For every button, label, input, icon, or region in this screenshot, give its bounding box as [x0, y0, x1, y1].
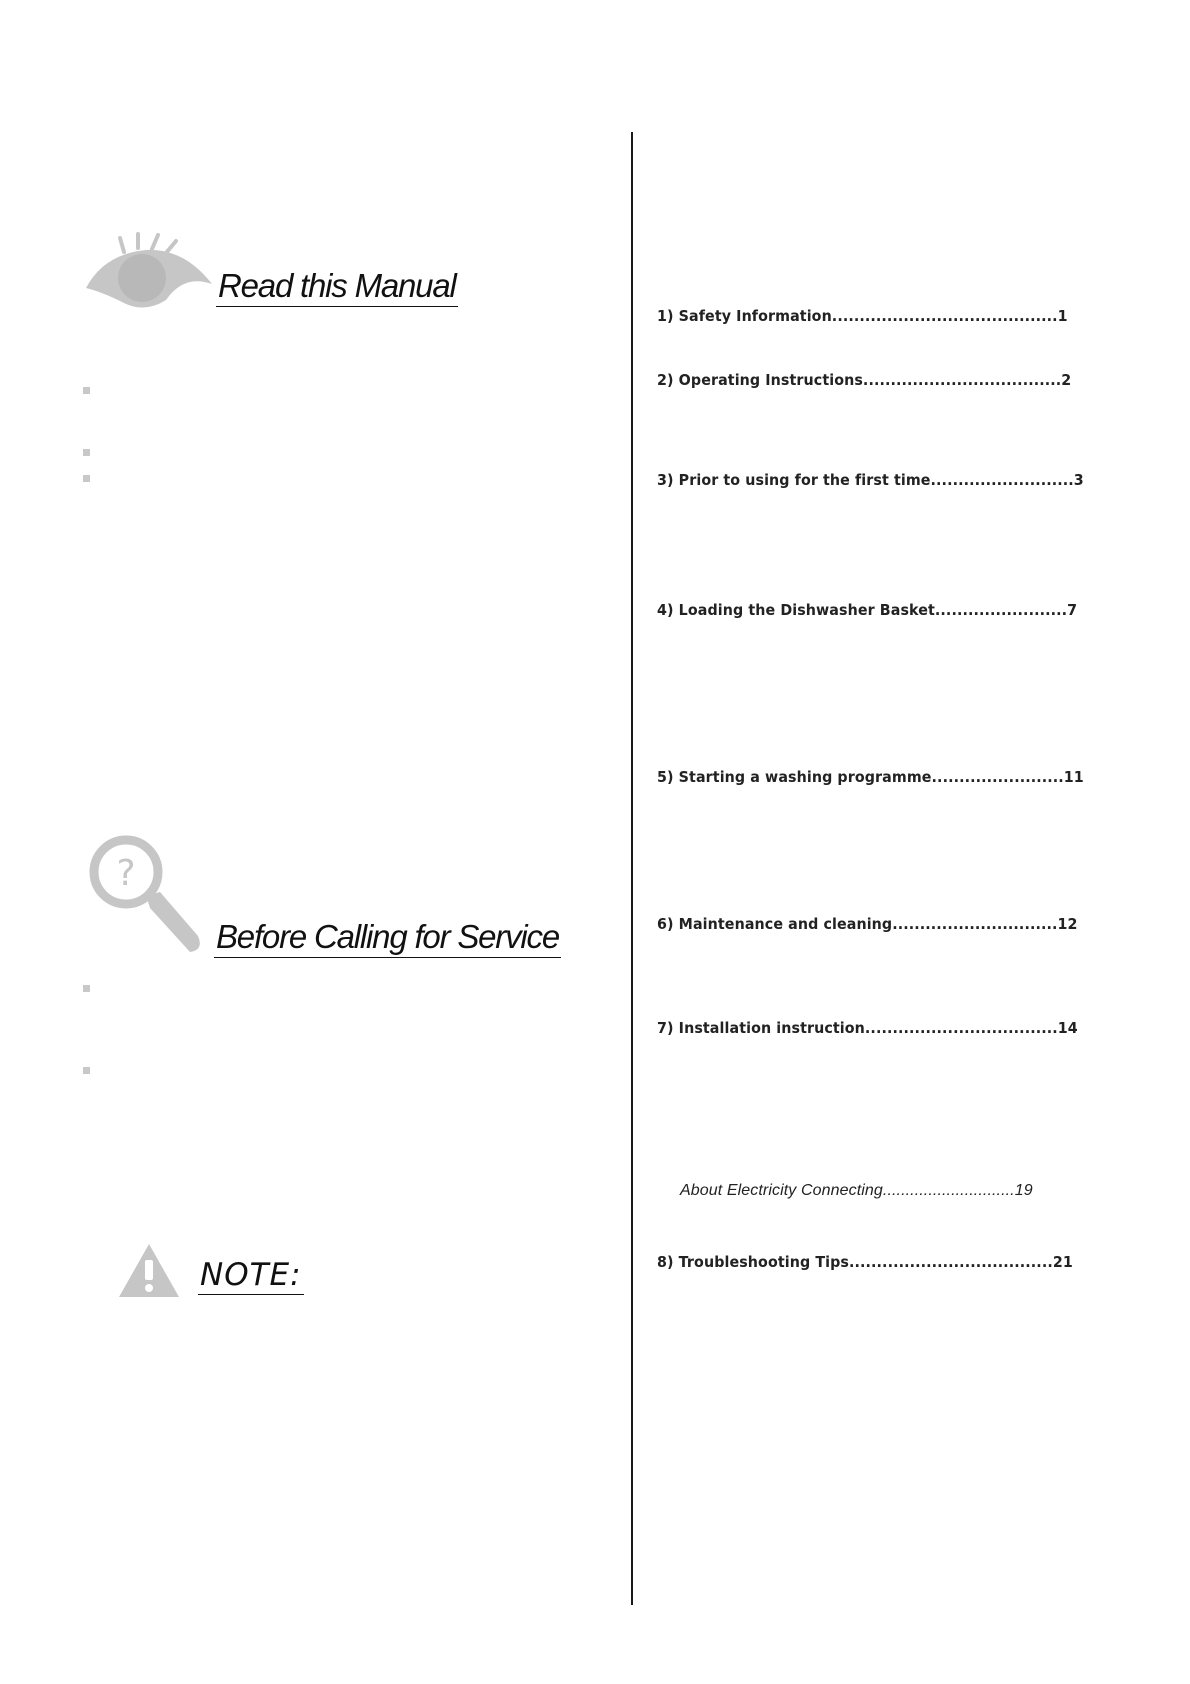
bullet-marker: [83, 475, 90, 482]
bullet-marker: [83, 449, 90, 456]
eye-icon: [84, 232, 214, 312]
warning-triangle-icon: [118, 1242, 180, 1298]
column-divider: [631, 132, 633, 1605]
magnifier-question-icon: [86, 832, 206, 962]
toc-entry-starting[interactable]: 5) Starting a washing programme........................11: [657, 768, 1084, 786]
toc-entry-operating[interactable]: 2) Operating Instructions....................................2: [657, 371, 1072, 389]
toc-entry-loading[interactable]: 4) Loading the Dishwasher Basket........................7: [657, 601, 1078, 619]
bullet-marker: [83, 985, 90, 992]
svg-text:?: ?: [116, 853, 136, 894]
toc-entry-electricity[interactable]: About Electricity Connecting.............................19: [680, 1182, 1033, 1199]
bullet-marker: [83, 387, 90, 394]
bullet-marker: [83, 1067, 90, 1074]
before-service-heading: Before Calling for Service: [214, 919, 561, 958]
toc-entry-maintenance[interactable]: 6) Maintenance and cleaning..............................12: [657, 915, 1078, 933]
toc-entry-prior-use[interactable]: 3) Prior to using for the first time..........................3: [657, 471, 1084, 489]
note-heading: NOTE:: [198, 1258, 304, 1295]
toc-entry-safety[interactable]: 1) Safety Information.........................................1: [657, 307, 1068, 325]
read-manual-heading: Read this Manual: [216, 268, 458, 307]
toc-entry-installation[interactable]: 7) Installation instruction...................................14: [657, 1019, 1078, 1037]
toc-entry-troubleshooting[interactable]: 8) Troubleshooting Tips.....................................21: [657, 1253, 1073, 1271]
